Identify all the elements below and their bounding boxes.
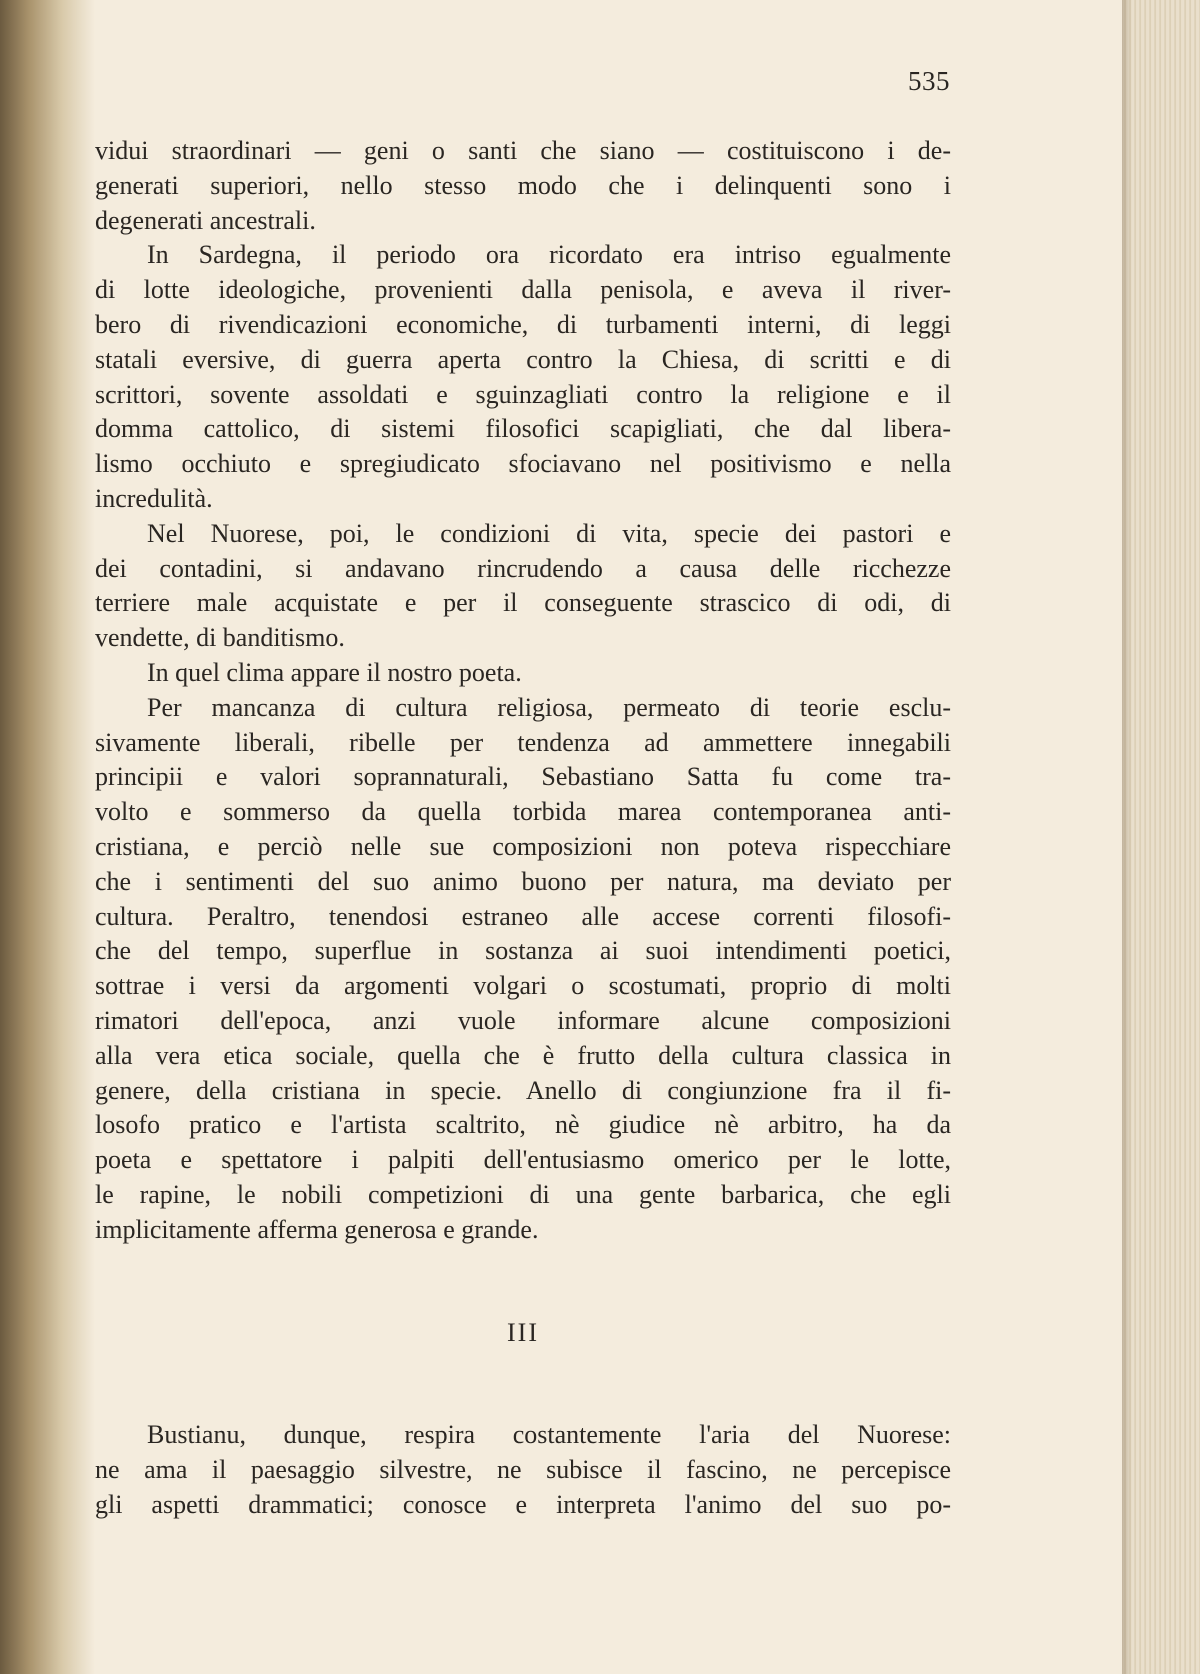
text-line: alla vera etica sociale, quella che è frutto della cultura classica in (95, 1040, 951, 1070)
body-text (95, 134, 951, 1248)
text-line: sottrae i versi da argomenti volgari o scostumati, proprio di molti (95, 971, 951, 1001)
text-line: implicitamente afferma generosa e grande. (95, 1214, 539, 1244)
text-line: cultura. Peraltro, tenendosi estraneo alle accese correnti filosofi- (95, 901, 951, 931)
text-line: losofo pratico e l'artista scaltrito, nè giudice nè arbitro, ha da (95, 1110, 951, 1140)
text-line: lismo occhiuto e spregiudicato sfociavano nel positivismo e nella (95, 449, 951, 479)
page-edges (1122, 0, 1200, 1674)
text-line: terriere male acquistate e per il conseguente strascico di odi, di (95, 588, 951, 618)
book-binding-shadow (0, 0, 95, 1674)
text-line: Bustianu, dunque, respira costantemente l'aria del Nuorese: (147, 1420, 951, 1449)
text-line: ne ama il paesaggio silvestre, ne subisce il fascino, ne percepisce (95, 1454, 951, 1484)
text-line: scrittori, sovente assoldati e sguinzagliati contro la religione e il (95, 379, 951, 409)
text-line: le rapine, le nobili competizioni di una gente barbarica, che egli (95, 1179, 951, 1209)
text-line: principii e valori soprannaturali, Sebastiano Satta fu come tra- (95, 762, 951, 792)
text-line: genere, della cristiana in specie. Anello di congiunzione fra il fi- (95, 1075, 951, 1105)
text-line: vendette, di banditismo. (95, 623, 345, 653)
text-line: incredulità. (95, 483, 213, 513)
section-heading: III (507, 1318, 539, 1347)
text-line: domma cattolico, di sistemi filosofici scapigliati, che dal libera- (95, 414, 951, 444)
text-line: In quel clima appare il nostro poeta. (147, 657, 522, 687)
text-line: volto e sommerso da quella torbida marea contemporanea anti- (95, 797, 951, 827)
text-line: bero di rivendicazioni economiche, di turbamenti interni, di leggi (95, 309, 951, 339)
text-line: poeta e spettatore i palpiti dell'entusiasmo omerico per le lotte, (95, 1145, 951, 1175)
text-line: generati superiori, nello stesso modo che i delinquenti sono i (95, 170, 951, 200)
text-line: vidui straordinari — geni o santi che siano — costituiscono i de- (95, 136, 951, 165)
text-line: gli aspetti drammatici; conosce e interpreta l'animo del suo po- (95, 1489, 951, 1519)
text-line: dei contadini, si andavano rincrudendo a causa delle ricchezze (95, 553, 951, 583)
text-line: cristiana, e perciò nelle sue composizioni non poteva rispecchiare (95, 831, 951, 861)
section-text (95, 1418, 951, 1522)
text-line: statali eversive, di guerra aperta contro la Chiesa, di scritti e di (95, 344, 951, 374)
text-line: degenerati ancestrali. (95, 205, 316, 235)
text-line: sivamente liberali, ribelle per tendenza ad ammettere innegabili (95, 727, 951, 757)
page-number: 535 (908, 66, 950, 96)
text-line: che del tempo, superflue in sostanza ai suoi intendimenti poetici, (95, 936, 951, 966)
text-line: In Sardegna, il periodo ora ricordato era intriso egualmente (147, 240, 951, 270)
text-line: Nel Nuorese, poi, le condizioni di vita, specie dei pastori e (147, 518, 951, 548)
text-line: rimatori dell'epoca, anzi vuole informare alcune composizioni (95, 1005, 951, 1035)
text-line: Per mancanza di cultura religiosa, permeato di teorie esclu- (147, 692, 951, 722)
text-line: di lotte ideologiche, provenienti dalla penisola, e aveva il river- (95, 275, 951, 305)
text-line: che i sentimenti del suo animo buono per natura, ma deviato per (95, 866, 951, 896)
